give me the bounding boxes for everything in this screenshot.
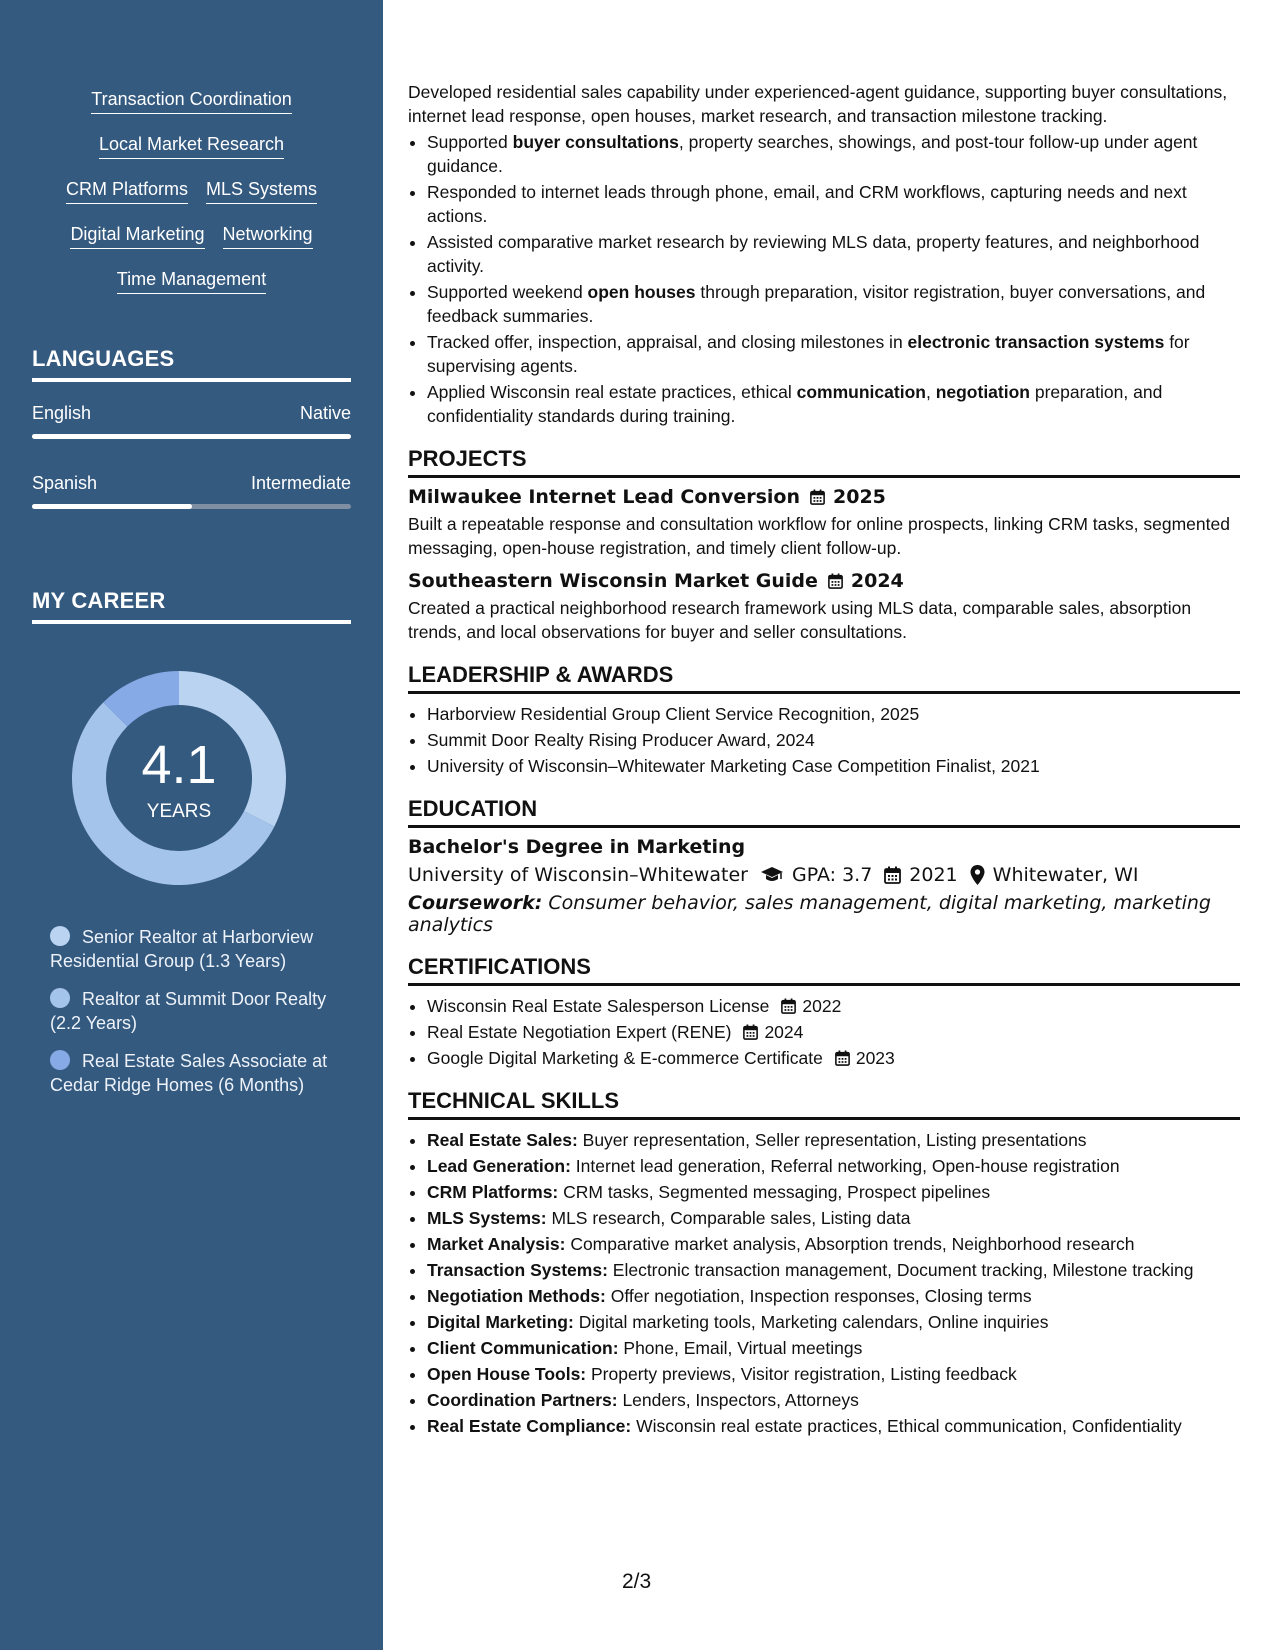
skill-values: Offer negotiation, Inspection responses, Closing terms (610, 1286, 1032, 1306)
technical-skill-item (427, 1128, 1240, 1152)
calendar-icon (810, 488, 825, 503)
skill-values: Electronic transaction management, Document tracking, Milestone tracking (612, 1260, 1194, 1280)
certification-year: 2023 (855, 1048, 895, 1068)
skill-row (117, 266, 266, 311)
skill-category: Lead Generation: (427, 1156, 571, 1176)
skill-values: Internet lead generation, Referral networking, Open-house registration (575, 1156, 1120, 1176)
skill-tag: CRM Platforms (66, 176, 188, 204)
skill-category: Open House Tools: (427, 1364, 587, 1384)
career-list (50, 925, 340, 1111)
award-item: • Harborview Residential Group Client Service Recognition, 2025 (427, 702, 1240, 726)
experience-bullet (427, 330, 1240, 378)
skill-row (99, 131, 284, 176)
skill-tag: Time Management (117, 266, 266, 294)
award-item: • Summit Door Realty Rising Producer Award, 2024 (427, 728, 1240, 752)
text: Supported (427, 132, 513, 152)
projects-heading: PROJECTS (408, 446, 1240, 478)
technical-skill-item (427, 1336, 1240, 1360)
project-description: Created a practical neighborhood research framework using MLS data, comparable sales, absorption trends, and local observations for buyer and seller consultations. (408, 598, 1192, 642)
calendar-icon (743, 1022, 758, 1037)
technical-skills-list (408, 1128, 1240, 1438)
technical-skill-item (427, 1388, 1240, 1412)
calendar-icon (781, 996, 796, 1011)
leadership-list (408, 702, 1240, 778)
coursework-label: Coursework: (408, 892, 543, 914)
project-description: Built a repeatable response and consultation workflow for online prospects, linking CRM tasks, segmented messaging, open-house registration, and timely client follow-up. (408, 514, 1230, 558)
technical-skill-item (427, 1206, 1240, 1230)
certifications-heading: CERTIFICATIONS (408, 954, 1240, 986)
skill-values: Phone, Email, Virtual meetings (623, 1338, 863, 1358)
skill-row (70, 221, 312, 266)
skill-tag: Local Market Research (99, 131, 284, 159)
project-name: Southeastern Wisconsin Market Guide (408, 570, 818, 592)
skill-values: CRM tasks, Segmented messaging, Prospect pipelines (563, 1182, 991, 1202)
text: Supported weekend (427, 282, 588, 302)
skill-values: Wisconsin real estate practices, Ethical communication, Confidentiality (636, 1416, 1182, 1436)
skill-row (91, 86, 291, 131)
skill-category: Market Analysis: (427, 1234, 566, 1254)
education-details (408, 864, 1240, 886)
career-text: Realtor at Summit Door Realty (2.2 Years) (50, 989, 327, 1033)
technical-skill-item (427, 1310, 1240, 1334)
language-spanish (32, 473, 351, 509)
legend-dot (50, 1050, 70, 1070)
skill-values: Property previews, Visitor registration, Listing feedback (591, 1364, 1017, 1384)
keyword: open houses (587, 282, 696, 302)
career-item (50, 925, 340, 973)
skill-category: Digital Marketing: (427, 1312, 574, 1332)
experience-bullets (408, 130, 1240, 428)
page-number: 2/3 (622, 1570, 652, 1593)
language-bar-fill (32, 434, 351, 439)
certification-name: Real Estate Negotiation Expert (RENE) (427, 1022, 732, 1042)
career-item (50, 987, 340, 1035)
education-degree: Bachelor's Degree in Marketing (408, 836, 746, 858)
skill-category: Coordination Partners: (427, 1390, 618, 1410)
text: preparation, and confidentiality standards during training. (427, 382, 1163, 426)
project-title-row (408, 486, 1240, 508)
career-heading: MY CAREER (32, 588, 351, 624)
career-text: Senior Realtor at Harborview Residential Group (1.3 Years) (50, 927, 314, 971)
career-text: Real Estate Sales Associate at Cedar Ridge Homes (6 Months) (50, 1051, 328, 1095)
experience-bullet (427, 380, 1240, 428)
certifications-list (408, 994, 1240, 1070)
certification-name: Wisconsin Real Estate Salesperson License (427, 996, 770, 1016)
text: Tracked offer, inspection, appraisal, and closing milestones in (427, 332, 908, 352)
skill-values: Lenders, Inspectors, Attorneys (622, 1390, 859, 1410)
technical-skill-item (427, 1414, 1240, 1438)
languages-heading: LANGUAGES (32, 346, 351, 382)
skill-category: Real Estate Compliance: (427, 1416, 632, 1436)
experience-bullet (427, 230, 1240, 278)
legend-dot (50, 926, 70, 946)
skill-category: Negotiation Methods: (427, 1286, 606, 1306)
main-content (408, 80, 1240, 1440)
calendar-icon (884, 866, 901, 884)
skill-category: Client Communication: (427, 1338, 619, 1358)
certification-item (427, 994, 1240, 1018)
keyword: buyer consultations (512, 132, 679, 152)
project-name: Milwaukee Internet Lead Conversion (408, 486, 800, 508)
text: , (925, 382, 936, 402)
education-year: 2021 (909, 864, 958, 886)
certification-year: 2024 (764, 1022, 804, 1042)
skill-values: Comparative market analysis, Absorption trends, Neighborhood research (570, 1234, 1135, 1254)
award-item: • University of Wisconsin–Whitewater Marketing Case Competition Finalist, 2021 (427, 754, 1240, 778)
skill-category: CRM Platforms: (427, 1182, 559, 1202)
career-unit: YEARS (146, 801, 212, 822)
technical-skill-item (427, 1284, 1240, 1308)
keyword: electronic transaction systems (907, 332, 1165, 352)
experience-bullet (427, 280, 1240, 328)
text: , property searches, showings, and post-tour follow-up under agent guidance. (427, 132, 1198, 176)
location-pin-icon (970, 865, 985, 885)
technical-skill-item (427, 1180, 1240, 1204)
text: Assisted comparative market research by reviewing MLS data, property features, and neighborhood activity. (427, 232, 1200, 276)
language-bar (32, 504, 351, 509)
project-year: 2025 (833, 486, 886, 508)
skill-category: MLS Systems: (427, 1208, 547, 1228)
skill-tag: Digital Marketing (70, 221, 204, 249)
language-bar (32, 434, 351, 439)
education-gpa: GPA: 3.7 (792, 864, 873, 886)
language-english (32, 403, 351, 439)
project-title-row (408, 570, 1240, 592)
skill-category: Real Estate Sales: (427, 1130, 578, 1150)
technical-skill-item (427, 1258, 1240, 1282)
language-level: Native (299, 403, 351, 423)
graduation-cap-icon (760, 866, 784, 884)
calendar-icon (835, 1048, 850, 1063)
experience-bullet (427, 130, 1240, 178)
career-total: 4.1 (141, 735, 217, 795)
keyword: negotiation (935, 382, 1030, 402)
sidebar (0, 0, 383, 1650)
language-name: Spanish (32, 473, 98, 493)
technical-skill-item (427, 1362, 1240, 1386)
projects-list (408, 486, 1240, 644)
skill-tags (30, 86, 353, 311)
skill-values: Digital marketing tools, Marketing calendars, Online inquiries (578, 1312, 1049, 1332)
language-level: Intermediate (250, 473, 351, 493)
career-item (50, 1049, 340, 1097)
skill-values: MLS research, Comparable sales, Listing data (551, 1208, 911, 1228)
calendar-icon (828, 572, 843, 587)
legend-dot (50, 988, 70, 1008)
experience-bullet (427, 180, 1240, 228)
skill-tag: MLS Systems (206, 176, 317, 204)
text: for supervising agents. (427, 332, 1190, 376)
project-year: 2024 (850, 570, 904, 592)
text: through preparation, visitor registration, buyer conversations, and feedback summaries. (427, 282, 1206, 326)
skill-tag: Transaction Coordination (91, 86, 291, 114)
education-school: University of Wisconsin–Whitewater (408, 864, 748, 886)
technical-skill-item (427, 1154, 1240, 1178)
education-coursework (408, 892, 1240, 936)
career-donut-chart (66, 665, 292, 891)
education-location: Whitewater, WI (992, 864, 1139, 886)
education-heading: EDUCATION (408, 796, 1240, 828)
skill-tag: Networking (223, 221, 313, 249)
technical-skills-heading: TECHNICAL SKILLS (408, 1088, 1240, 1120)
skill-category: Transaction Systems: (427, 1260, 608, 1280)
skill-row (66, 176, 317, 221)
skill-values: Buyer representation, Seller representation, Listing presentations (582, 1130, 1087, 1150)
certification-year: 2022 (802, 996, 842, 1016)
leadership-heading: LEADERSHIP & AWARDS (408, 662, 1240, 694)
coursework-text: Consumer behavior, sales management, digital marketing, marketing analytics (408, 892, 1211, 936)
technical-skill-item (427, 1232, 1240, 1256)
certification-item (427, 1046, 1240, 1070)
certification-name: Google Digital Marketing & E-commerce Certificate (427, 1048, 823, 1068)
text: Applied Wisconsin real estate practices, ethical (427, 382, 797, 402)
language-bar-fill (32, 504, 192, 509)
keyword: communication (796, 382, 926, 402)
certification-item (427, 1020, 1240, 1044)
language-name: English (32, 403, 92, 423)
text: Responded to internet leads through phone, email, and CRM workflows, capturing needs and next actions. (427, 182, 1187, 226)
experience-summary: Developed residential sales capability under experienced-agent guidance, supporting buyer consultations, internet lead response, open houses, market research, and transaction milestone tracking. (408, 82, 1228, 126)
